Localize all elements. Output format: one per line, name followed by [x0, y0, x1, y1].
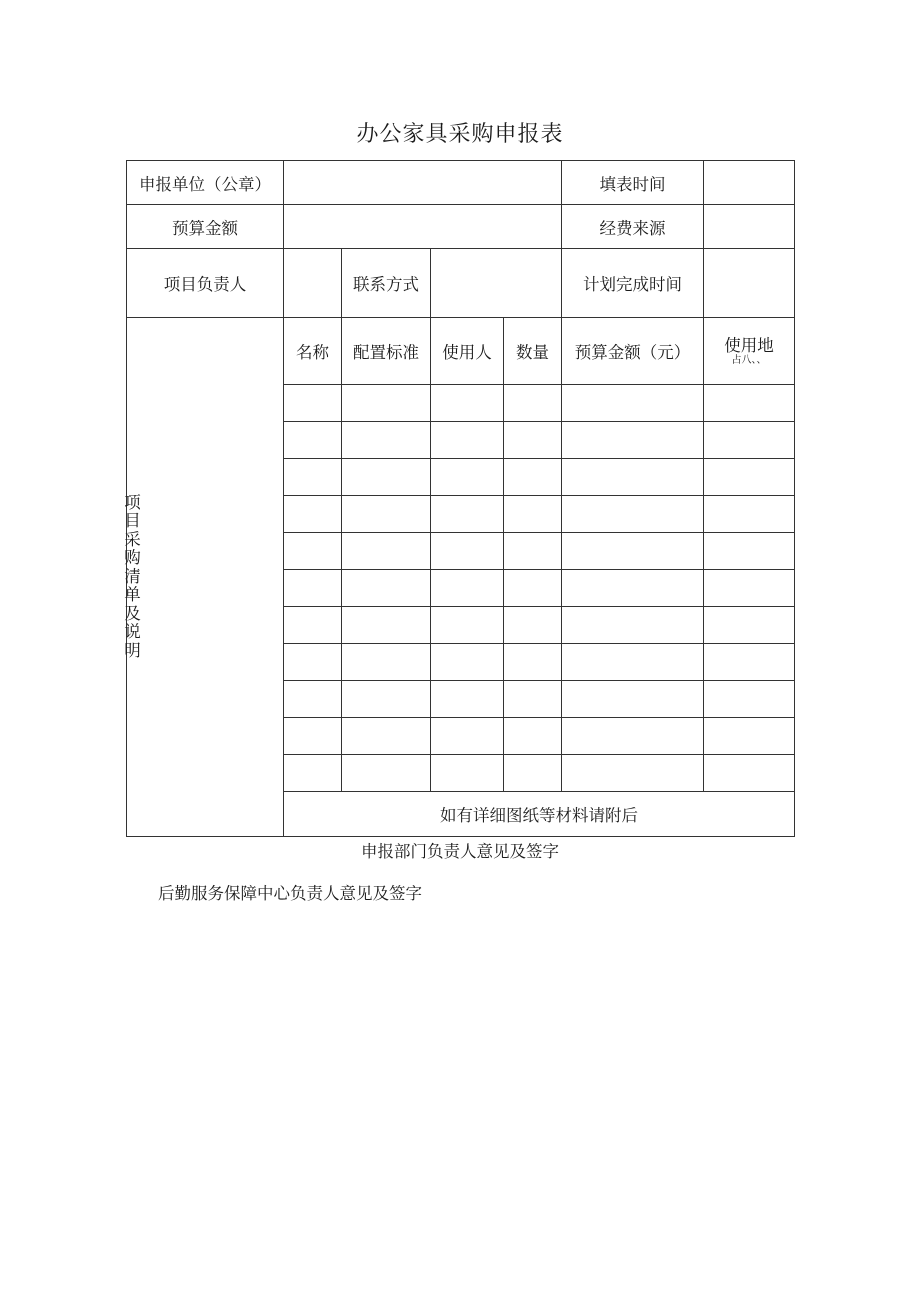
item-config-cell[interactable]: [342, 718, 431, 755]
item-user-cell[interactable]: [431, 607, 504, 644]
item-config-cell[interactable]: [342, 607, 431, 644]
row-manager: [127, 249, 795, 318]
unit-field[interactable]: [284, 161, 562, 205]
header-location-cell: [704, 318, 795, 385]
item-location-cell[interactable]: [704, 496, 795, 533]
form-title: 办公家具采购申报表: [356, 122, 564, 147]
funding-field[interactable]: [704, 205, 795, 249]
budget-label: 预算金额: [127, 205, 284, 249]
item-config-cell[interactable]: [342, 459, 431, 496]
item-budget-cell[interactable]: [562, 644, 704, 681]
item-config-cell[interactable]: [342, 644, 431, 681]
item-config-cell[interactable]: [342, 755, 431, 792]
item-user-cell[interactable]: [431, 644, 504, 681]
item-qty-cell[interactable]: [504, 644, 562, 681]
item-qty-cell[interactable]: [504, 607, 562, 644]
item-qty-cell[interactable]: [504, 533, 562, 570]
item-budget-cell[interactable]: [562, 607, 704, 644]
item-budget-cell[interactable]: [562, 422, 704, 459]
item-user-cell[interactable]: [431, 570, 504, 607]
item-budget-cell[interactable]: [562, 496, 704, 533]
item-config-cell[interactable]: [342, 681, 431, 718]
item-name-cell[interactable]: [284, 570, 342, 607]
item-config-cell[interactable]: [342, 422, 431, 459]
manager-label: 项目负责人: [127, 249, 284, 318]
fill-time-label: 填表时间: [562, 161, 704, 205]
header-config: 配置标准: [342, 318, 431, 385]
list-side-label: 项目采购清单及说明: [124, 492, 141, 660]
item-budget-cell[interactable]: [562, 755, 704, 792]
item-name-cell[interactable]: [284, 755, 342, 792]
list-header-row: [127, 318, 795, 385]
header-budget: 预算金额（元）: [562, 318, 704, 385]
row-unit: [127, 161, 795, 205]
item-name-cell[interactable]: [284, 422, 342, 459]
item-qty-cell[interactable]: [504, 718, 562, 755]
item-location-cell[interactable]: [704, 681, 795, 718]
item-config-cell[interactable]: [342, 496, 431, 533]
item-location-cell[interactable]: [704, 385, 795, 422]
item-user-cell[interactable]: [431, 459, 504, 496]
item-name-cell[interactable]: [284, 681, 342, 718]
item-config-cell[interactable]: [342, 570, 431, 607]
item-qty-cell[interactable]: [504, 459, 562, 496]
item-qty-cell[interactable]: [504, 422, 562, 459]
list-side-cell: [124, 318, 284, 837]
budget-field[interactable]: [284, 205, 562, 249]
item-location-cell[interactable]: [704, 570, 795, 607]
item-location-cell[interactable]: [704, 718, 795, 755]
item-location-cell[interactable]: [704, 459, 795, 496]
item-name-cell[interactable]: [284, 644, 342, 681]
center-opinion-label: 后勤服务保障中心负责人意见及签字: [158, 884, 422, 903]
row-budget: [127, 205, 795, 249]
item-name-cell[interactable]: [284, 607, 342, 644]
plan-label: 计划完成时间: [562, 249, 704, 318]
item-budget-cell[interactable]: [562, 459, 704, 496]
header-location-sub: 占八、、: [731, 354, 767, 366]
dept-opinion-label: 申报部门负责人意见及签字: [361, 842, 559, 861]
fill-time-field[interactable]: [704, 161, 795, 205]
item-user-cell[interactable]: [431, 496, 504, 533]
item-location-cell[interactable]: [704, 755, 795, 792]
item-name-cell[interactable]: [284, 496, 342, 533]
item-budget-cell[interactable]: [562, 385, 704, 422]
item-user-cell[interactable]: [431, 681, 504, 718]
item-location-cell[interactable]: [704, 607, 795, 644]
item-qty-cell[interactable]: [504, 681, 562, 718]
item-budget-cell[interactable]: [562, 570, 704, 607]
plan-field[interactable]: [704, 249, 795, 318]
item-budget-cell[interactable]: [562, 681, 704, 718]
item-location-cell[interactable]: [704, 422, 795, 459]
item-qty-cell[interactable]: [504, 385, 562, 422]
item-name-cell[interactable]: [284, 385, 342, 422]
item-user-cell[interactable]: [431, 755, 504, 792]
contact-field[interactable]: [431, 249, 562, 318]
item-user-cell[interactable]: [431, 718, 504, 755]
header-user: 使用人: [431, 318, 504, 385]
item-qty-cell[interactable]: [504, 570, 562, 607]
item-qty-cell[interactable]: [504, 496, 562, 533]
manager-field[interactable]: [284, 249, 342, 318]
item-user-cell[interactable]: [431, 422, 504, 459]
item-location-cell[interactable]: [704, 644, 795, 681]
item-user-cell[interactable]: [431, 533, 504, 570]
header-location: 使用地: [724, 335, 774, 355]
unit-label: 申报单位（公章）: [127, 161, 284, 205]
purchase-form-table: [126, 160, 795, 837]
contact-label: 联系方式: [342, 249, 431, 318]
item-config-cell[interactable]: [342, 533, 431, 570]
item-qty-cell[interactable]: [504, 755, 562, 792]
item-name-cell[interactable]: [284, 533, 342, 570]
item-name-cell[interactable]: [284, 718, 342, 755]
funding-label: 经费来源: [562, 205, 704, 249]
header-qty: 数量: [504, 318, 562, 385]
attachment-note: 如有详细图纸等材料请附后: [284, 792, 795, 837]
item-name-cell[interactable]: [284, 459, 342, 496]
item-config-cell[interactable]: [342, 385, 431, 422]
header-name: 名称: [284, 318, 342, 385]
item-location-cell[interactable]: [704, 533, 795, 570]
item-user-cell[interactable]: [431, 385, 504, 422]
item-budget-cell[interactable]: [562, 718, 704, 755]
item-budget-cell[interactable]: [562, 533, 704, 570]
